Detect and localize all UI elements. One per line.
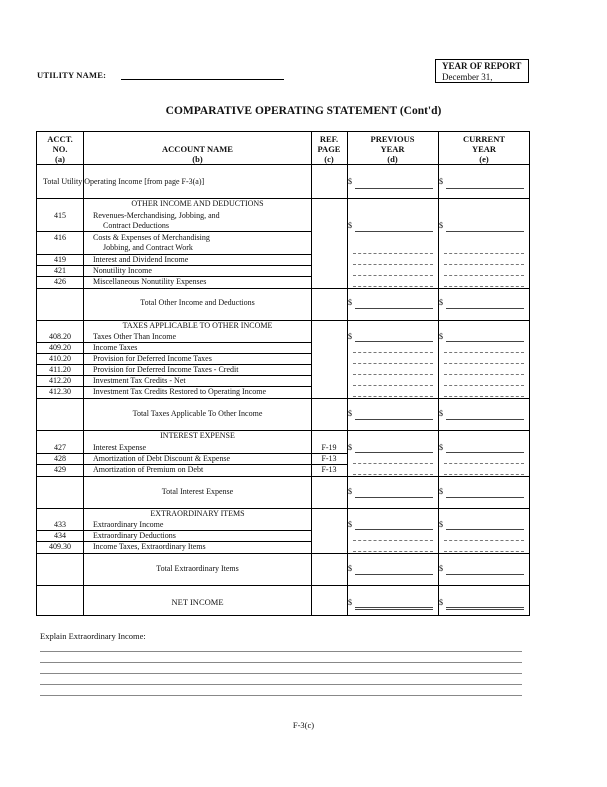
net-income-label: NET INCOME bbox=[171, 597, 224, 607]
account-name: Investment Tax Credits Restored to Operating Income bbox=[93, 387, 267, 396]
account-name: Extraordinary Deductions bbox=[93, 531, 176, 540]
dollar-sign: $ bbox=[348, 564, 352, 573]
account-name: Provision for Deferred Income Taxes - Credit bbox=[93, 365, 239, 374]
dollar-sign: $ bbox=[439, 487, 443, 496]
dollar-sign: $ bbox=[348, 487, 352, 496]
acct-no: 412.20 bbox=[49, 376, 71, 385]
prev-field[interactable] bbox=[353, 275, 433, 276]
dollar-sign: $ bbox=[439, 564, 443, 573]
account-name: Interest and Dividend Income bbox=[93, 255, 189, 264]
row-divider bbox=[37, 164, 529, 165]
curr-field[interactable] bbox=[446, 452, 524, 453]
acct-no: 411.20 bbox=[49, 365, 71, 374]
account-name: Costs & Expenses of Merchandising bbox=[93, 233, 210, 242]
explain-line[interactable] bbox=[40, 673, 522, 674]
header-previous-year: PREVIOUS YEAR (d) bbox=[370, 134, 415, 164]
total-operating-prev-field[interactable] bbox=[355, 188, 433, 189]
row-divider bbox=[37, 476, 529, 477]
account-name: Revenues-Merchandising, Jobbing, and bbox=[93, 211, 220, 220]
account-name: Nonutility Income bbox=[93, 266, 152, 275]
total-taxes-label: Total Taxes Applicable To Other Income bbox=[132, 409, 263, 418]
dollar-sign: $ bbox=[348, 177, 352, 186]
header-ref-page: REF. PAGE (c) bbox=[317, 134, 341, 164]
explain-line[interactable] bbox=[40, 695, 522, 696]
prev-field[interactable] bbox=[353, 352, 433, 353]
operating-statement-table bbox=[36, 131, 530, 616]
acct-no: 412.30 bbox=[49, 387, 71, 396]
total-other-curr-field[interactable] bbox=[446, 308, 524, 309]
acct-no: 416 bbox=[54, 233, 66, 242]
prev-field[interactable] bbox=[353, 286, 433, 287]
account-name-cont: Contract Deductions bbox=[103, 221, 169, 230]
acct-no: 429 bbox=[54, 465, 66, 474]
explain-line[interactable] bbox=[40, 684, 522, 685]
page-number: F-3(c) bbox=[292, 720, 315, 730]
dollar-sign: $ bbox=[348, 598, 352, 607]
row-divider bbox=[37, 553, 529, 554]
explain-line[interactable] bbox=[40, 662, 522, 663]
dollar-sign: $ bbox=[348, 520, 352, 529]
net-income-curr-underline bbox=[446, 609, 524, 610]
dollar-sign: $ bbox=[348, 443, 352, 452]
acct-no: 434 bbox=[54, 531, 66, 540]
acct-no: 409.30 bbox=[49, 542, 71, 551]
acct-no: 427 bbox=[54, 443, 66, 452]
utility-name-label: UTILITY NAME: bbox=[37, 70, 107, 80]
total-operating-income-label: Total Utility Operating Income [from page F-3(a)] bbox=[43, 177, 205, 186]
curr-field[interactable] bbox=[444, 374, 524, 375]
prev-field[interactable] bbox=[353, 396, 433, 397]
header-current-year: CURRENT YEAR (e) bbox=[462, 134, 506, 164]
dollar-sign: $ bbox=[348, 332, 352, 341]
prev-field[interactable] bbox=[353, 463, 433, 464]
curr-field[interactable] bbox=[444, 286, 524, 287]
acct-no: 408.20 bbox=[49, 332, 71, 341]
dollar-sign: $ bbox=[439, 221, 443, 230]
curr-field[interactable] bbox=[444, 474, 524, 475]
account-name: Amortization of Premium on Debt bbox=[93, 465, 204, 474]
total-extraordinary-label: Total Extraordinary Items bbox=[156, 564, 239, 573]
total-other-prev-field[interactable] bbox=[355, 308, 433, 309]
col-divider bbox=[347, 132, 348, 615]
curr-field[interactable] bbox=[444, 253, 524, 254]
row-divider bbox=[37, 288, 529, 289]
total-interest-label: Total Interest Expense bbox=[161, 487, 234, 496]
year-of-report-box bbox=[435, 59, 529, 83]
account-name: Amortization of Debt Discount & Expense bbox=[93, 454, 231, 463]
dollar-sign: $ bbox=[348, 409, 352, 418]
prev-field[interactable] bbox=[355, 452, 433, 453]
utility-name-field[interactable] bbox=[121, 79, 284, 80]
total-other-income-label: Total Other Income and Deductions bbox=[140, 298, 255, 307]
acct-no: 415 bbox=[54, 211, 66, 220]
curr-field[interactable] bbox=[444, 540, 524, 541]
ref-page: F-13 bbox=[321, 454, 337, 463]
prev-field[interactable] bbox=[353, 253, 433, 254]
account-name: Investment Tax Credits - Net bbox=[93, 376, 186, 385]
section-heading-extraordinary: EXTRAORDINARY ITEMS bbox=[150, 509, 245, 518]
net-income-prev-field[interactable] bbox=[355, 607, 433, 608]
acct-no: 410.20 bbox=[49, 354, 71, 363]
curr-field[interactable] bbox=[446, 231, 524, 232]
account-name: Miscellaneous Nonutility Expenses bbox=[93, 277, 207, 286]
account-name: Taxes Other Than Income bbox=[93, 332, 177, 341]
ref-page: F-19 bbox=[321, 443, 337, 452]
col-divider bbox=[438, 132, 439, 615]
prev-field[interactable] bbox=[355, 231, 433, 232]
year-of-report-date[interactable]: December 31, bbox=[442, 72, 493, 82]
curr-field[interactable] bbox=[444, 264, 524, 265]
total-interest-prev-field[interactable] bbox=[355, 497, 433, 498]
curr-field[interactable] bbox=[444, 396, 524, 397]
prev-field[interactable] bbox=[355, 341, 433, 342]
section-heading-other-income: OTHER INCOME AND DEDUCTIONS bbox=[131, 199, 264, 208]
header-acct: ACCT. NO. (a) bbox=[47, 134, 73, 164]
prev-field[interactable] bbox=[355, 529, 433, 530]
account-name: Provision for Deferred Income Taxes bbox=[93, 354, 212, 363]
net-income-curr-field[interactable] bbox=[446, 607, 524, 608]
dollar-sign: $ bbox=[439, 409, 443, 418]
prev-field[interactable] bbox=[353, 363, 433, 364]
section-heading-interest: INTEREST EXPENSE bbox=[160, 431, 235, 440]
acct-no: 409.20 bbox=[49, 343, 71, 352]
explain-extraordinary-label: Explain Extraordinary Income: bbox=[40, 631, 146, 641]
dollar-sign: $ bbox=[348, 221, 352, 230]
curr-field[interactable] bbox=[444, 385, 524, 386]
curr-field[interactable] bbox=[444, 463, 524, 464]
section-heading-taxes: TAXES APPLICABLE TO OTHER INCOME bbox=[122, 321, 273, 330]
account-name: Income Taxes, Extraordinary Items bbox=[93, 542, 206, 551]
dollar-sign: $ bbox=[439, 520, 443, 529]
dollar-sign: $ bbox=[439, 332, 443, 341]
header-account-name: ACCOUNT NAME (b) bbox=[162, 144, 233, 164]
total-taxes-prev-field[interactable] bbox=[355, 419, 433, 420]
total-interest-curr-field[interactable] bbox=[446, 497, 524, 498]
row-divider bbox=[37, 231, 311, 232]
acct-no: 433 bbox=[54, 520, 66, 529]
dollar-sign: $ bbox=[439, 177, 443, 186]
row-divider bbox=[37, 398, 529, 399]
dollar-sign: $ bbox=[439, 298, 443, 307]
total-extra-prev-field[interactable] bbox=[355, 574, 433, 575]
account-name: Interest Expense bbox=[93, 443, 147, 452]
curr-field[interactable] bbox=[444, 352, 524, 353]
prev-field[interactable] bbox=[353, 551, 433, 552]
prev-field[interactable] bbox=[353, 540, 433, 541]
curr-field[interactable] bbox=[446, 341, 524, 342]
prev-field[interactable] bbox=[353, 385, 433, 386]
total-taxes-curr-field[interactable] bbox=[446, 419, 524, 420]
row-divider bbox=[37, 585, 529, 586]
curr-field[interactable] bbox=[446, 529, 524, 530]
dollar-sign: $ bbox=[439, 598, 443, 607]
ref-page: F-13 bbox=[321, 465, 337, 474]
net-income-prev-underline bbox=[355, 609, 433, 610]
page-title: COMPARATIVE OPERATING STATEMENT (Cont'd) bbox=[165, 105, 442, 117]
account-name: Income Taxes bbox=[93, 343, 138, 352]
acct-no: 428 bbox=[54, 454, 66, 463]
acct-no: 426 bbox=[54, 277, 66, 286]
total-operating-curr-field[interactable] bbox=[446, 188, 524, 189]
year-of-report-title: YEAR OF REPORT bbox=[442, 61, 522, 71]
account-name-cont: Jobbing, and Contract Work bbox=[103, 243, 193, 252]
prev-field[interactable] bbox=[353, 374, 433, 375]
account-name: Extraordinary Income bbox=[93, 520, 164, 529]
total-extra-curr-field[interactable] bbox=[446, 574, 524, 575]
curr-field[interactable] bbox=[444, 551, 524, 552]
dollar-sign: $ bbox=[439, 443, 443, 452]
acct-no: 421 bbox=[54, 266, 66, 275]
dollar-sign: $ bbox=[348, 298, 352, 307]
prev-field[interactable] bbox=[353, 264, 433, 265]
prev-field[interactable] bbox=[353, 474, 433, 475]
curr-field[interactable] bbox=[444, 275, 524, 276]
acct-no: 419 bbox=[54, 255, 66, 264]
curr-field[interactable] bbox=[444, 363, 524, 364]
explain-line[interactable] bbox=[40, 651, 522, 652]
col-divider bbox=[311, 132, 312, 615]
